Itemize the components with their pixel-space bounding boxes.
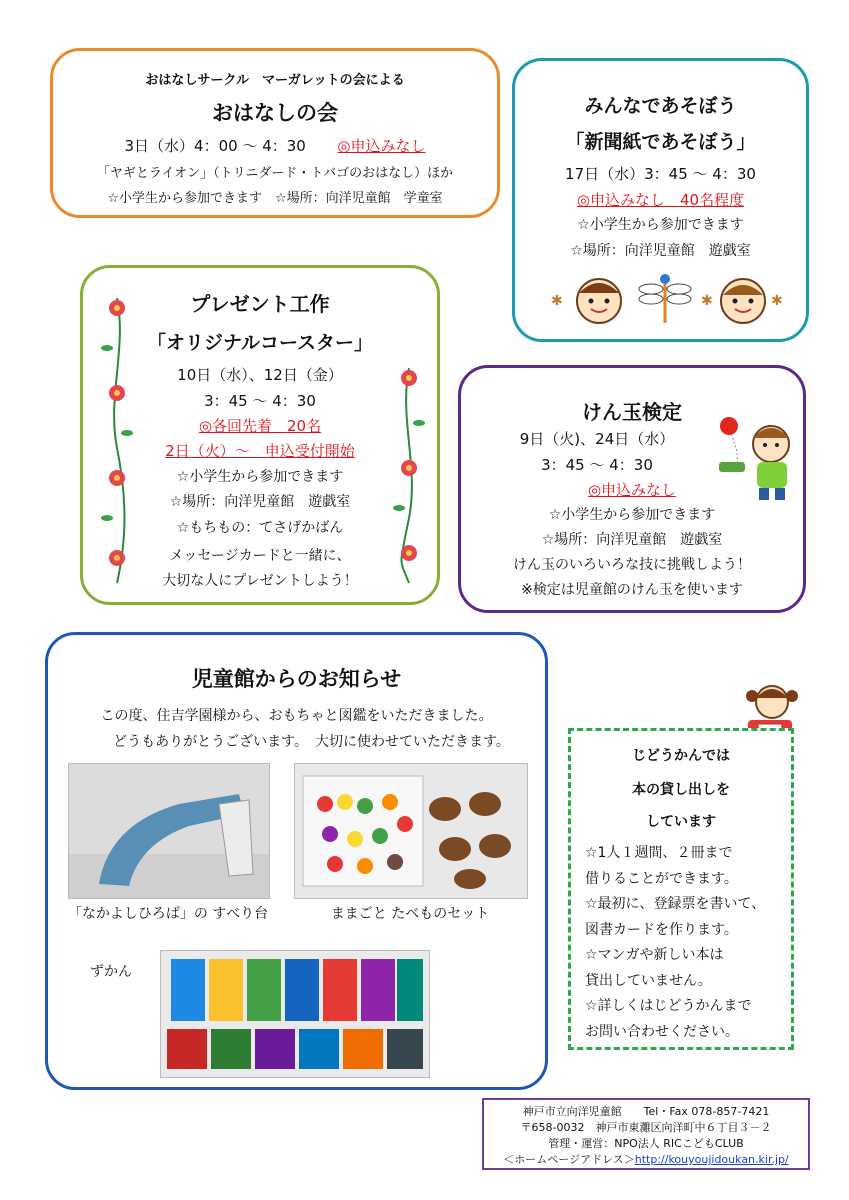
library-item: 借りることができます。: [585, 870, 738, 887]
present-dates: 10日（水）、12日（金）: [177, 366, 343, 384]
kendama-child-illustration: [709, 412, 801, 502]
library-item: お問い合わせください。: [585, 1023, 739, 1040]
notice-line-2: どうもありがとうございます。 大切に使わせていただきます。: [113, 734, 510, 750]
play-datetime: 17日（水）3：45 ～ 4：30: [565, 165, 756, 183]
footer-line-4: [490, 1152, 802, 1168]
caption-books: ずかん: [90, 964, 132, 980]
library-item: ☆最初に、登録票を書いて、: [585, 896, 766, 912]
play-eligibility: ☆小学生から参加できます: [577, 217, 744, 233]
play-subtitle: 「新聞紙であそぼう」: [565, 131, 756, 153]
library-box: [568, 728, 794, 1050]
kendama-challenge: けん玉のいろいろな技に挑戦しよう！: [513, 557, 751, 573]
kendama-dates: 9日（火)、24日（水）: [519, 430, 675, 448]
present-capacity: ◎各回先着 20名: [198, 417, 322, 435]
kendama-place: ☆場所：向洋児童館 遊戯室: [541, 532, 723, 548]
picture-books-photo: [160, 950, 430, 1078]
footer-line-2: 〒658-0032 神戸市東灘区向洋町中６丁目３－２: [520, 1121, 772, 1134]
svg-text:✱: ✱: [771, 293, 783, 309]
present-message-2: 大切な人にプレゼントしよう！: [162, 573, 358, 589]
svg-text:✱: ✱: [701, 293, 713, 309]
kendama-title: けん玉検定: [582, 400, 682, 424]
story-program: 「ヤギとライオン」（トリニダード・トバゴのおはなし）ほか: [96, 166, 454, 181]
kendama-note: ※検定は児童館のけん玉を使います: [521, 582, 743, 598]
present-subtitle: 「オリジナルコースター」: [146, 332, 374, 354]
kids-dragonfly-illustration: [545, 269, 785, 329]
present-event-box: [80, 265, 440, 605]
kendama-no-application: ◎申込みなし: [587, 481, 677, 499]
present-time: 3：45 ～ 4：30: [204, 392, 316, 410]
story-subtitle: おはなしサークル マーガレットの会による: [145, 73, 405, 88]
library-item: ☆詳しくはじどうかんまで: [585, 998, 752, 1014]
footer-line-3: 管理・運営：NPO法人 RICこどもCLUB: [548, 1137, 744, 1150]
story-no-application: ◎申込みなし: [337, 137, 426, 155]
library-item: 貸出していません。: [585, 972, 712, 989]
caption-food: ままごと たべものセット: [330, 906, 490, 922]
footer-homepage-label: ＜ホームページアドレス＞: [503, 1153, 635, 1166]
story-datetime: 3日（水）4：00 ～ 4：30: [124, 137, 306, 155]
story-datetime-row: [53, 135, 497, 156]
slide-photo: [68, 763, 270, 899]
notice-line-1: この度、住吉学園様から、おもちゃと図鑑をいただきました。: [100, 708, 493, 724]
present-place: ☆場所：向洋児童館 遊戯室: [169, 494, 351, 510]
svg-text:✱: ✱: [551, 293, 563, 309]
library-title-2: 本の貸し出しを: [632, 782, 730, 798]
homepage-link[interactable]: http://kouyoujidoukan.kir.jp/: [634, 1153, 789, 1166]
present-eligibility: ☆小学生から参加できます: [176, 469, 344, 485]
play-application: ◎申込みなし 40名程度: [576, 191, 745, 209]
present-title: プレゼント工作: [190, 292, 330, 316]
story-event-box: [50, 48, 500, 218]
library-title-1: じどうかんでは: [632, 748, 730, 764]
library-items: [585, 841, 765, 1045]
play-place: ☆場所：向洋児童館 遊戯室: [570, 243, 751, 259]
library-item: 図書カードを作ります。: [585, 921, 738, 938]
story-title: おはなしの会: [212, 101, 338, 125]
notice-title: 児童館からのお知らせ: [191, 667, 402, 691]
play-title: みんなであそぼう: [584, 95, 737, 117]
kendama-time: 3：45 ～ 4：30: [541, 456, 653, 474]
story-details: ☆小学生から参加できます ☆場所：向洋児童館 学童室: [107, 191, 443, 206]
footer-box: [482, 1098, 810, 1170]
kendama-eligibility: ☆小学生から参加できます: [548, 507, 716, 523]
kendama-event-box: [458, 365, 806, 613]
food-set-photo: [294, 763, 528, 899]
present-application: 2日（火）～ 申込受付開始: [165, 442, 355, 460]
play-event-box: [512, 58, 809, 342]
caption-slide: 「なかよしひろば」の すべり台: [67, 906, 269, 922]
library-item: ☆マンガや新しい本は: [585, 947, 724, 963]
present-bring: ☆もちもの：てさげかばん: [176, 520, 344, 536]
footer-line-1: 神戸市立向洋児童館 Tel・Fax 078-857-7421: [522, 1105, 770, 1118]
library-item: ☆1人１週間、２冊まで: [585, 845, 733, 861]
notice-box: [45, 632, 548, 1090]
library-title-3: しています: [646, 814, 716, 830]
present-message-1: メッセージカードと一緒に、: [169, 548, 351, 564]
